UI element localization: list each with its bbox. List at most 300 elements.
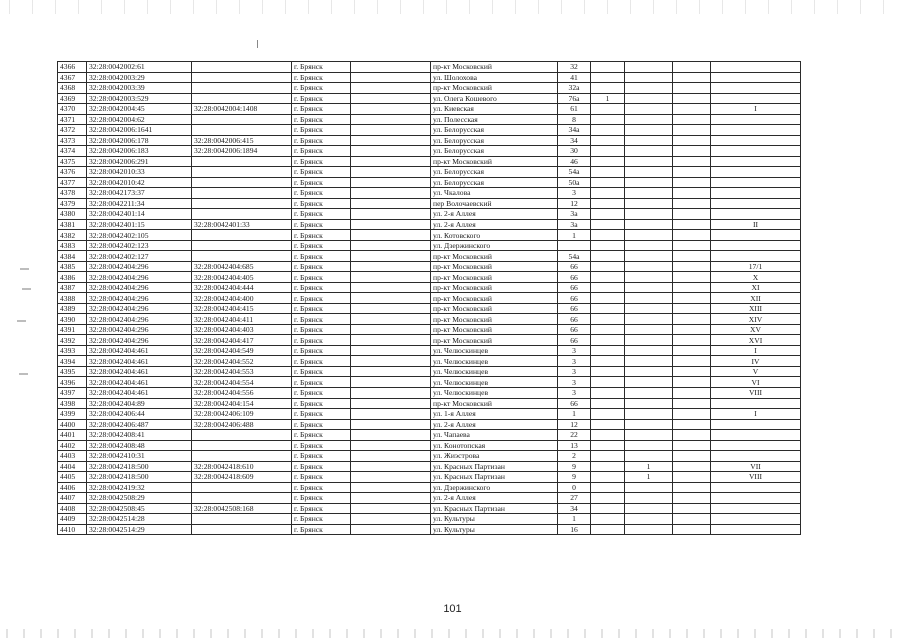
cell-row-number: 4393 [58,345,87,356]
cell-room [711,419,801,430]
cell-structure [625,356,673,367]
cell-street: ул. Белорусская [431,167,558,178]
cell-row-number: 4382 [58,230,87,241]
cell-district [351,314,431,325]
cell-house-number: 66 [558,324,591,335]
cell-cadastral-number: 32:28:0042406:44 [87,409,192,420]
cell-flat [673,83,711,94]
cell-room [711,398,801,409]
table-row [58,303,801,314]
table-row [58,324,801,335]
cell-building [591,409,625,420]
cell-row-number: 4405 [58,472,87,483]
cell-building [591,387,625,398]
cell-structure [625,261,673,272]
cell-row-number: 4388 [58,293,87,304]
cell-room [711,440,801,451]
table-row [58,104,801,115]
cell-street: ул. Челюскинцев [431,366,558,377]
cell-city: г. Брянск [292,114,351,125]
table-row [58,314,801,325]
cell-house-number: 12 [558,419,591,430]
cell-row-number: 4369 [58,93,87,104]
cell-room: I [711,345,801,356]
cell-flat [673,146,711,157]
cell-building [591,209,625,220]
cell-row-number: 4383 [58,240,87,251]
cell-city: г. Брянск [292,167,351,178]
table-row [58,156,801,167]
cell-structure [625,514,673,525]
cell-cadastral-number: 32:28:0042404:461 [87,366,192,377]
cell-house-number: 34а [558,125,591,136]
cell-room [711,125,801,136]
cell-room [711,93,801,104]
cell-linked-cadastral-number [192,198,292,209]
cell-flat [673,282,711,293]
table-body [58,62,801,535]
cell-building [591,345,625,356]
cell-room: V [711,366,801,377]
cell-building [591,503,625,514]
cell-row-number: 4397 [58,387,87,398]
cell-structure [625,114,673,125]
table-row [58,240,801,251]
cell-city: г. Брянск [292,156,351,167]
cell-street: ул. Белорусская [431,146,558,157]
cell-room: 17/1 [711,261,801,272]
cell-linked-cadastral-number: 32:28:0042404:405 [192,272,292,283]
cell-building [591,62,625,73]
cell-building [591,451,625,462]
cell-building [591,524,625,535]
table-row [58,461,801,472]
cell-flat [673,125,711,136]
cell-linked-cadastral-number [192,72,292,83]
cell-building [591,156,625,167]
cell-city: г. Брянск [292,209,351,220]
cell-street: ул. Красных Партизан [431,503,558,514]
cell-row-number: 4404 [58,461,87,472]
cell-linked-cadastral-number [192,125,292,136]
cell-street: пр-кт Московский [431,398,558,409]
table-row [58,62,801,73]
cell-linked-cadastral-number: 32:28:0042404:549 [192,345,292,356]
cell-row-number: 4392 [58,335,87,346]
scan-noise-bottom [0,629,905,638]
cell-city: г. Брянск [292,356,351,367]
cell-city: г. Брянск [292,125,351,136]
cell-flat [673,230,711,241]
cell-cadastral-number: 32:28:0042404:461 [87,356,192,367]
cell-flat [673,335,711,346]
table-row [58,377,801,388]
cell-district [351,209,431,220]
cell-cadastral-number: 32:28:0042010:42 [87,177,192,188]
table-row [58,261,801,272]
cell-linked-cadastral-number [192,240,292,251]
cell-linked-cadastral-number: 32:28:0042404:556 [192,387,292,398]
cell-structure [625,125,673,136]
cell-district [351,198,431,209]
cell-linked-cadastral-number [192,451,292,462]
cell-cadastral-number: 32:28:0042514:29 [87,524,192,535]
cell-house-number: 66 [558,282,591,293]
cell-cadastral-number: 32:28:0042508:29 [87,493,192,504]
cell-room [711,114,801,125]
cell-house-number: 46 [558,156,591,167]
cell-district [351,104,431,115]
cell-row-number: 4406 [58,482,87,493]
cell-city: г. Брянск [292,366,351,377]
cell-street: ул. Чапаева [431,430,558,441]
cell-street: ул. 2-я Аллея [431,419,558,430]
cell-linked-cadastral-number: 32:28:0042404:553 [192,366,292,377]
cell-room: XII [711,293,801,304]
cell-structure [625,83,673,94]
cell-district [351,230,431,241]
cell-district [351,146,431,157]
cell-room [711,83,801,94]
cell-row-number: 4410 [58,524,87,535]
table-row [58,514,801,525]
cell-flat [673,261,711,272]
cell-row-number: 4376 [58,167,87,178]
cell-linked-cadastral-number [192,93,292,104]
cell-district [351,472,431,483]
cell-flat [673,62,711,73]
cell-building [591,430,625,441]
cell-structure [625,93,673,104]
cell-linked-cadastral-number: 32:28:0042404:154 [192,398,292,409]
cell-city: г. Брянск [292,419,351,430]
cell-row-number: 4407 [58,493,87,504]
cell-structure [625,62,673,73]
cell-flat [673,177,711,188]
cell-city: г. Брянск [292,135,351,146]
cell-street: пер Волочаевский [431,198,558,209]
cell-house-number: 66 [558,261,591,272]
cell-street: ул. Конотопская [431,440,558,451]
cell-room [711,209,801,220]
cell-house-number: 3 [558,188,591,199]
cell-building [591,303,625,314]
cell-house-number: 3 [558,345,591,356]
cell-building [591,514,625,525]
cell-district [351,430,431,441]
cell-house-number: 22 [558,430,591,441]
cell-district [351,72,431,83]
cell-street: ул. Белорусская [431,135,558,146]
cell-flat [673,135,711,146]
cell-house-number: 27 [558,493,591,504]
cell-flat [673,366,711,377]
cell-house-number: 12 [558,198,591,209]
cell-linked-cadastral-number: 32:28:0042508:168 [192,503,292,514]
cell-room [711,430,801,441]
cell-building [591,135,625,146]
cell-row-number: 4409 [58,514,87,525]
cell-room: I [711,409,801,420]
cell-room: XI [711,282,801,293]
cell-house-number: 32а [558,83,591,94]
cell-district [351,282,431,293]
cell-cadastral-number: 32:28:0042173:37 [87,188,192,199]
cell-room [711,514,801,525]
cell-structure [625,440,673,451]
cell-street: пр-кт Московский [431,83,558,94]
cell-district [351,514,431,525]
cell-room: X [711,272,801,283]
cell-room [711,482,801,493]
table-row [58,493,801,504]
table-row [58,366,801,377]
cell-city: г. Брянск [292,251,351,262]
scan-mark-left [20,268,29,270]
cell-structure [625,398,673,409]
cell-flat [673,419,711,430]
cell-building [591,104,625,115]
cell-house-number: 3а [558,219,591,230]
cell-cadastral-number: 32:28:0042404:296 [87,335,192,346]
cell-room [711,251,801,262]
cell-structure [625,188,673,199]
cell-row-number: 4398 [58,398,87,409]
cell-structure [625,272,673,283]
scan-mark-left [22,288,31,290]
cell-structure [625,377,673,388]
cell-city: г. Брянск [292,387,351,398]
cell-room [711,503,801,514]
cell-linked-cadastral-number: 32:28:0042404:685 [192,261,292,272]
cell-linked-cadastral-number: 32:28:0042006:1894 [192,146,292,157]
cell-cadastral-number: 32:28:0042404:296 [87,324,192,335]
cell-cadastral-number: 32:28:0042404:296 [87,272,192,283]
cell-flat [673,198,711,209]
cell-district [351,366,431,377]
cell-city: г. Брянск [292,240,351,251]
cell-flat [673,93,711,104]
cell-structure [625,156,673,167]
cell-district [351,345,431,356]
cell-city: г. Брянск [292,482,351,493]
cell-flat [673,240,711,251]
cell-cadastral-number: 32:28:0042006:183 [87,146,192,157]
cell-cadastral-number: 32:28:0042402:127 [87,251,192,262]
cell-building [591,335,625,346]
cell-city: г. Брянск [292,177,351,188]
cell-house-number: 50а [558,177,591,188]
cell-district [351,135,431,146]
cell-structure [625,219,673,230]
cell-row-number: 4384 [58,251,87,262]
cell-city: г. Брянск [292,524,351,535]
cell-district [351,461,431,472]
cell-cadastral-number: 32:28:0042401:15 [87,219,192,230]
cell-flat [673,188,711,199]
cell-flat [673,167,711,178]
cell-city: г. Брянск [292,188,351,199]
cell-city: г. Брянск [292,314,351,325]
cell-district [351,335,431,346]
cell-city: г. Брянск [292,430,351,441]
cell-structure [625,135,673,146]
cell-structure [625,451,673,462]
cell-street: пр-кт Московский [431,272,558,283]
cell-building [591,440,625,451]
cell-city: г. Брянск [292,324,351,335]
cell-cadastral-number: 32:28:0042211:34 [87,198,192,209]
cell-cadastral-number: 32:28:0042401:14 [87,209,192,220]
cell-structure [625,104,673,115]
cell-flat [673,524,711,535]
cell-structure [625,314,673,325]
cell-linked-cadastral-number [192,440,292,451]
cell-district [351,156,431,167]
table-row [58,524,801,535]
cell-building [591,240,625,251]
cell-room [711,156,801,167]
cell-flat [673,472,711,483]
cell-linked-cadastral-number: 32:28:0042404:444 [192,282,292,293]
cell-district [351,251,431,262]
cell-district [351,93,431,104]
cell-flat [673,482,711,493]
cell-building [591,219,625,230]
cell-street: пр-кт Московский [431,156,558,167]
cell-house-number: 13 [558,440,591,451]
table-row [58,146,801,157]
cell-flat [673,219,711,230]
cell-city: г. Брянск [292,93,351,104]
cell-building [591,177,625,188]
cell-building [591,230,625,241]
cell-district [351,83,431,94]
cell-room: XVI [711,335,801,346]
cell-row-number: 4401 [58,430,87,441]
cell-building [591,167,625,178]
cell-street: ул. 2-я Аллея [431,493,558,504]
cell-street: ул. Белорусская [431,125,558,136]
cell-linked-cadastral-number: 32:28:0042401:33 [192,219,292,230]
cell-room [711,188,801,199]
cell-house-number: 16 [558,524,591,535]
cell-house-number: 66 [558,303,591,314]
cell-cadastral-number: 32:28:0042404:296 [87,314,192,325]
table-row [58,440,801,451]
table-row [58,503,801,514]
cell-row-number: 4372 [58,125,87,136]
cell-street: ул. Белорусская [431,177,558,188]
scan-tick-mark [257,40,258,48]
cell-city: г. Брянск [292,219,351,230]
page-number: 101 [443,603,462,615]
cell-house-number: 54а [558,167,591,178]
table-row [58,177,801,188]
cell-flat [673,114,711,125]
cell-cadastral-number: 32:28:0042419:32 [87,482,192,493]
cell-street: ул. Чкалова [431,188,558,199]
cell-cadastral-number: 32:28:0042404:296 [87,261,192,272]
cell-row-number: 4380 [58,209,87,220]
cell-linked-cadastral-number: 32:28:0042004:1408 [192,104,292,115]
cell-cadastral-number: 32:28:0042004:62 [87,114,192,125]
table-row [58,188,801,199]
cell-structure [625,366,673,377]
cell-row-number: 4386 [58,272,87,283]
cell-street: ул. Красных Партизан [431,472,558,483]
table-row [58,335,801,346]
cell-district [351,62,431,73]
cell-cadastral-number: 32:28:0042402:105 [87,230,192,241]
cell-building [591,419,625,430]
cell-district [351,387,431,398]
cell-row-number: 4387 [58,282,87,293]
table-row [58,167,801,178]
cell-flat [673,293,711,304]
cell-district [351,125,431,136]
cell-district [351,219,431,230]
table-row [58,293,801,304]
cell-city: г. Брянск [292,398,351,409]
cell-structure [625,198,673,209]
cell-row-number: 4367 [58,72,87,83]
cell-cadastral-number: 32:28:0042006:291 [87,156,192,167]
cell-row-number: 4366 [58,62,87,73]
cell-building [591,293,625,304]
cell-street: пр-кт Московский [431,324,558,335]
cell-flat [673,503,711,514]
cell-room [711,62,801,73]
cell-linked-cadastral-number: 32:28:0042404:554 [192,377,292,388]
scan-noise-top [0,0,905,14]
cell-city: г. Брянск [292,377,351,388]
cell-city: г. Брянск [292,335,351,346]
cell-row-number: 4390 [58,314,87,325]
cell-city: г. Брянск [292,261,351,272]
cell-room [711,177,801,188]
cell-linked-cadastral-number [192,114,292,125]
cell-room [711,451,801,462]
cell-house-number: 9 [558,472,591,483]
cell-linked-cadastral-number [192,156,292,167]
table-row [58,482,801,493]
cell-house-number: 9 [558,461,591,472]
cell-row-number: 4394 [58,356,87,367]
cell-room [711,72,801,83]
cell-building [591,366,625,377]
cell-room: VIII [711,387,801,398]
cell-structure [625,72,673,83]
cell-cadastral-number: 32:28:0042010:33 [87,167,192,178]
cell-house-number: 3а [558,209,591,220]
cell-flat [673,272,711,283]
cell-flat [673,209,711,220]
cell-district [351,261,431,272]
cell-flat [673,387,711,398]
cell-linked-cadastral-number: 32:28:0042418:610 [192,461,292,472]
cell-structure [625,324,673,335]
cell-house-number: 32 [558,62,591,73]
cell-house-number: 3 [558,387,591,398]
table-row [58,198,801,209]
cell-structure [625,303,673,314]
cell-street: пр-кт Московский [431,251,558,262]
cell-linked-cadastral-number: 32:28:0042418:609 [192,472,292,483]
cell-cadastral-number: 32:28:0042404:89 [87,398,192,409]
cell-city: г. Брянск [292,472,351,483]
cell-cadastral-number: 32:28:0042408:48 [87,440,192,451]
